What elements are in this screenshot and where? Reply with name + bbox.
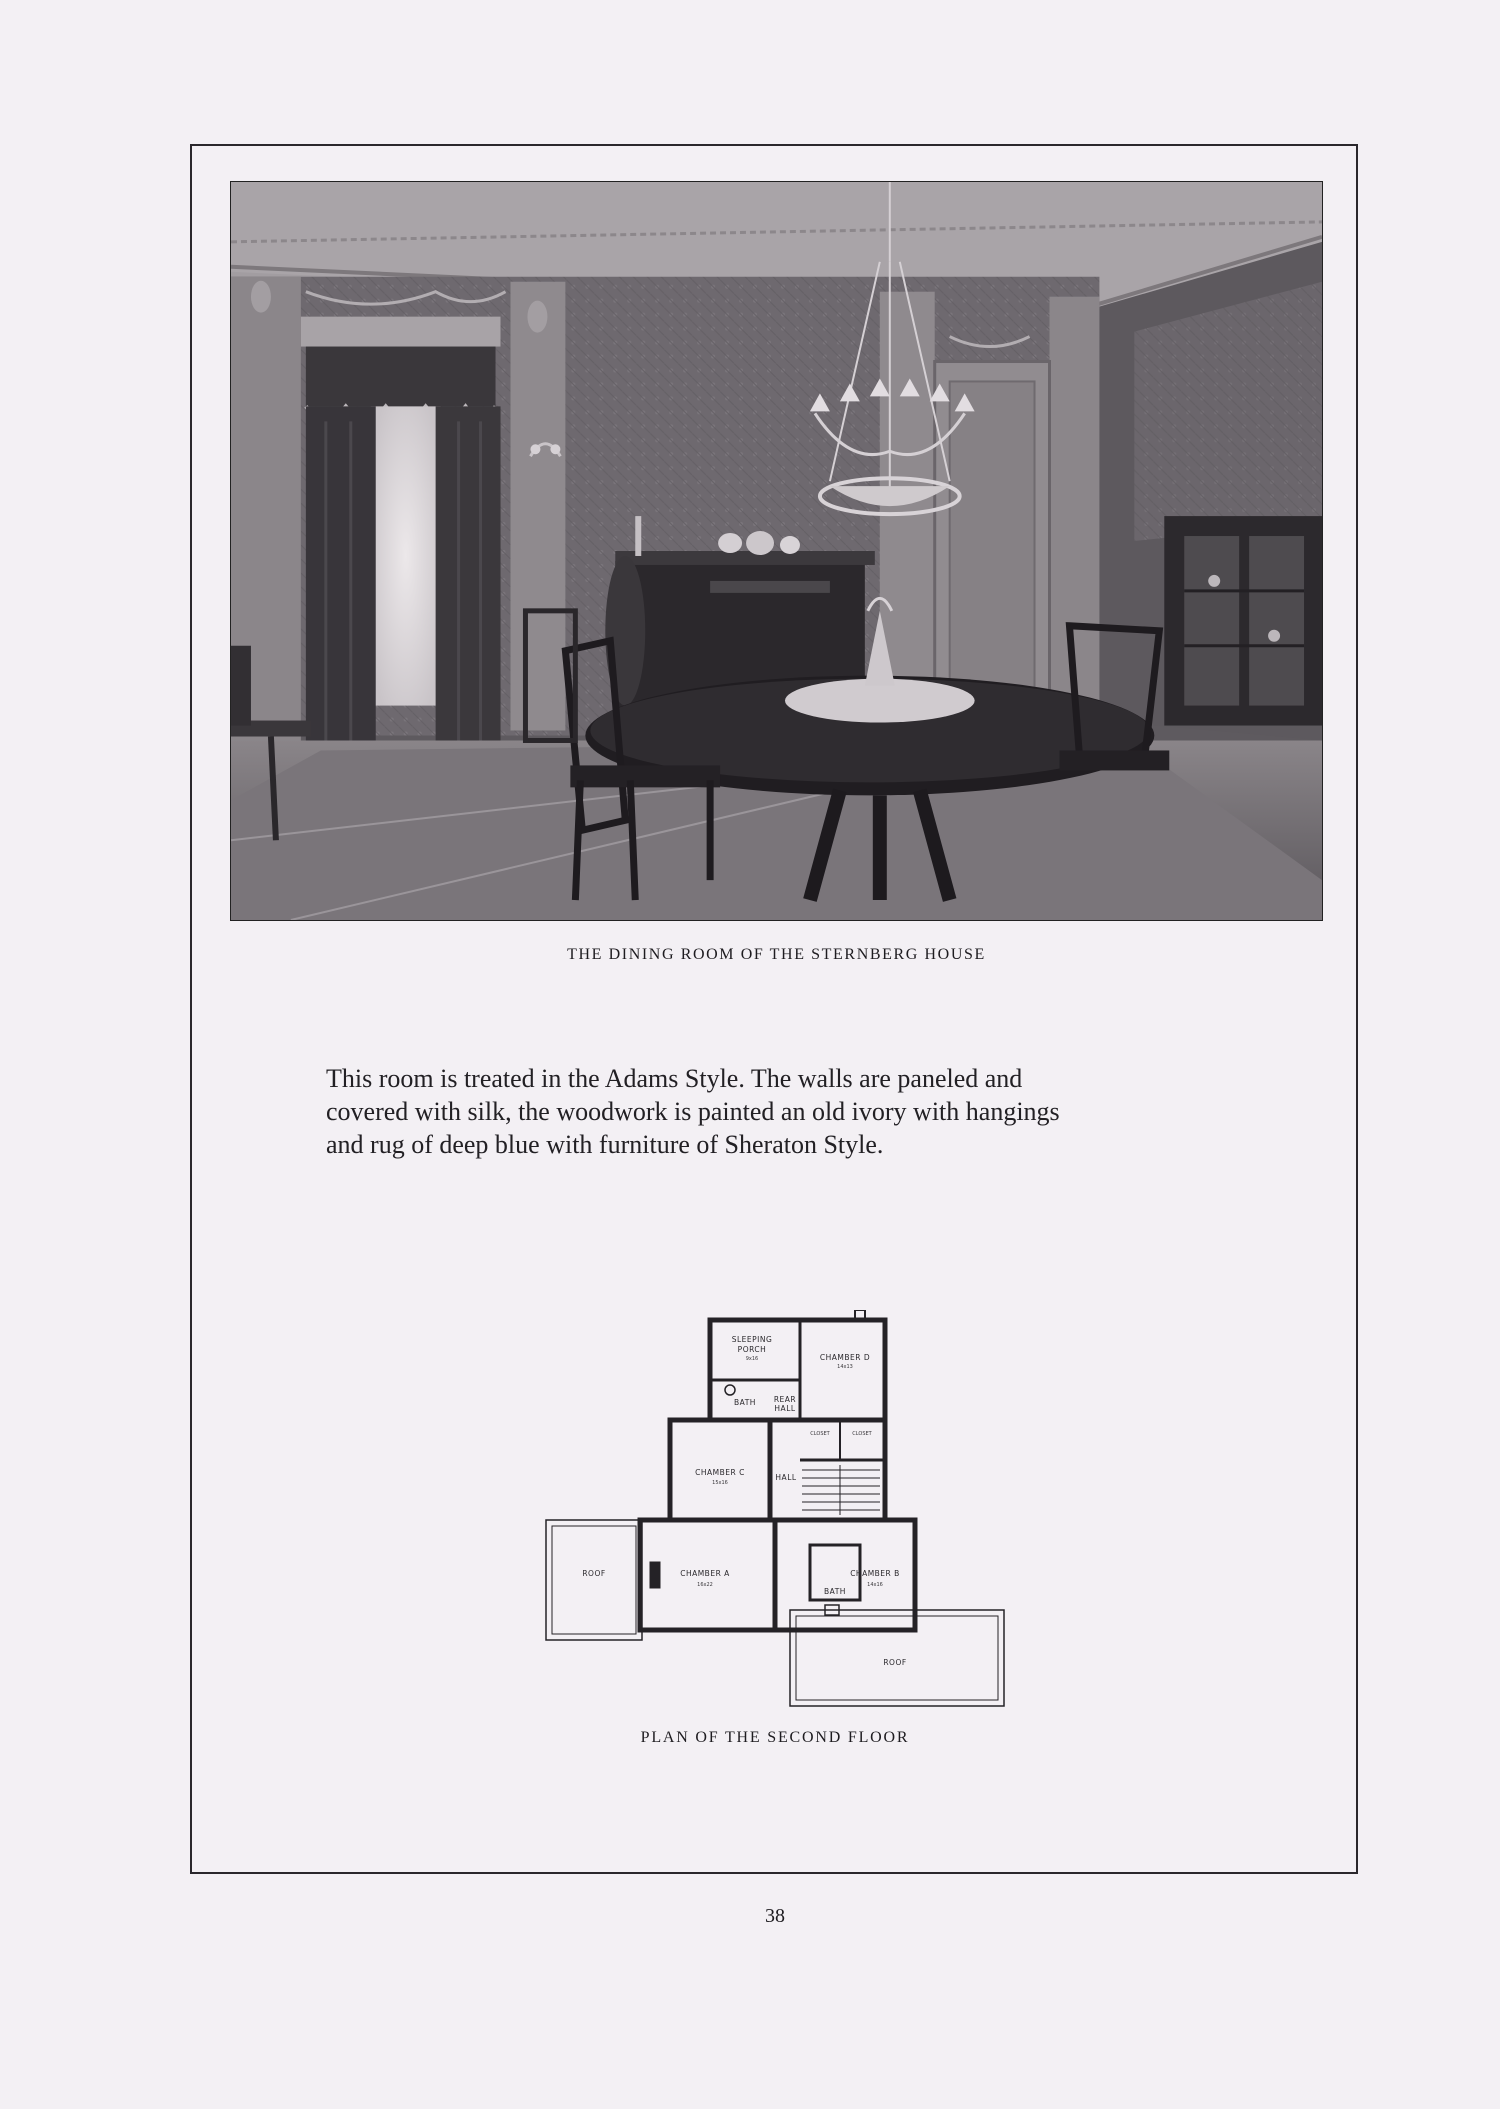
closet-label: CLOSET <box>852 1431 872 1437</box>
chamber-d-label: CHAMBER D <box>819 1353 871 1362</box>
hall-label: HALL <box>775 1473 797 1482</box>
description-line: This room is treated in the Adams Style. The walls are paneled and <box>326 1064 1023 1093</box>
bath-label: BATH <box>734 1398 756 1407</box>
floor-plan <box>540 1310 1010 1710</box>
roof-label: ROOF <box>582 1569 606 1578</box>
closet-label: CLOSET <box>810 1431 830 1437</box>
sleeping-porch-dimensions: 9x16 <box>745 1356 759 1362</box>
dining-room-image <box>231 182 1322 920</box>
description-line: and rug of deep blue with furniture of Sheraton Style. <box>326 1130 884 1159</box>
photo-caption: THE DINING ROOM OF THE STERNBERG HOUSE <box>567 946 986 963</box>
chamber-c-dimensions: 15x16 <box>712 1480 728 1486</box>
plan-caption: PLAN OF THE SECOND FLOOR <box>640 1729 910 1746</box>
sleeping-porch-label: SLEEPING <box>731 1335 773 1344</box>
floor-plan-drawing <box>540 1310 1010 1710</box>
chamber-a-label: CHAMBER A <box>680 1569 730 1578</box>
sleeping-porch-label-2: PORCH <box>737 1345 767 1354</box>
chamber-a-dimensions: 16x22 <box>697 1582 713 1588</box>
rear-hall-label: REAR <box>773 1395 797 1404</box>
bath-label: BATH <box>824 1587 846 1596</box>
rear-hall-label-2: HALL <box>774 1404 796 1413</box>
description-paragraph <box>326 1062 1226 1161</box>
chamber-c-label: CHAMBER C <box>695 1468 745 1477</box>
page-number: 38 <box>765 1905 785 1927</box>
dining-room-photo <box>230 181 1323 921</box>
roof-label: ROOF <box>883 1658 907 1667</box>
description-line: covered with silk, the woodwork is painted an old ivory with hangings <box>326 1097 1060 1126</box>
chamber-d-dimensions: 14x13 <box>837 1364 853 1370</box>
chamber-b-label: CHAMBER B <box>850 1569 900 1578</box>
chamber-b-dimensions: 14x16 <box>867 1582 883 1588</box>
